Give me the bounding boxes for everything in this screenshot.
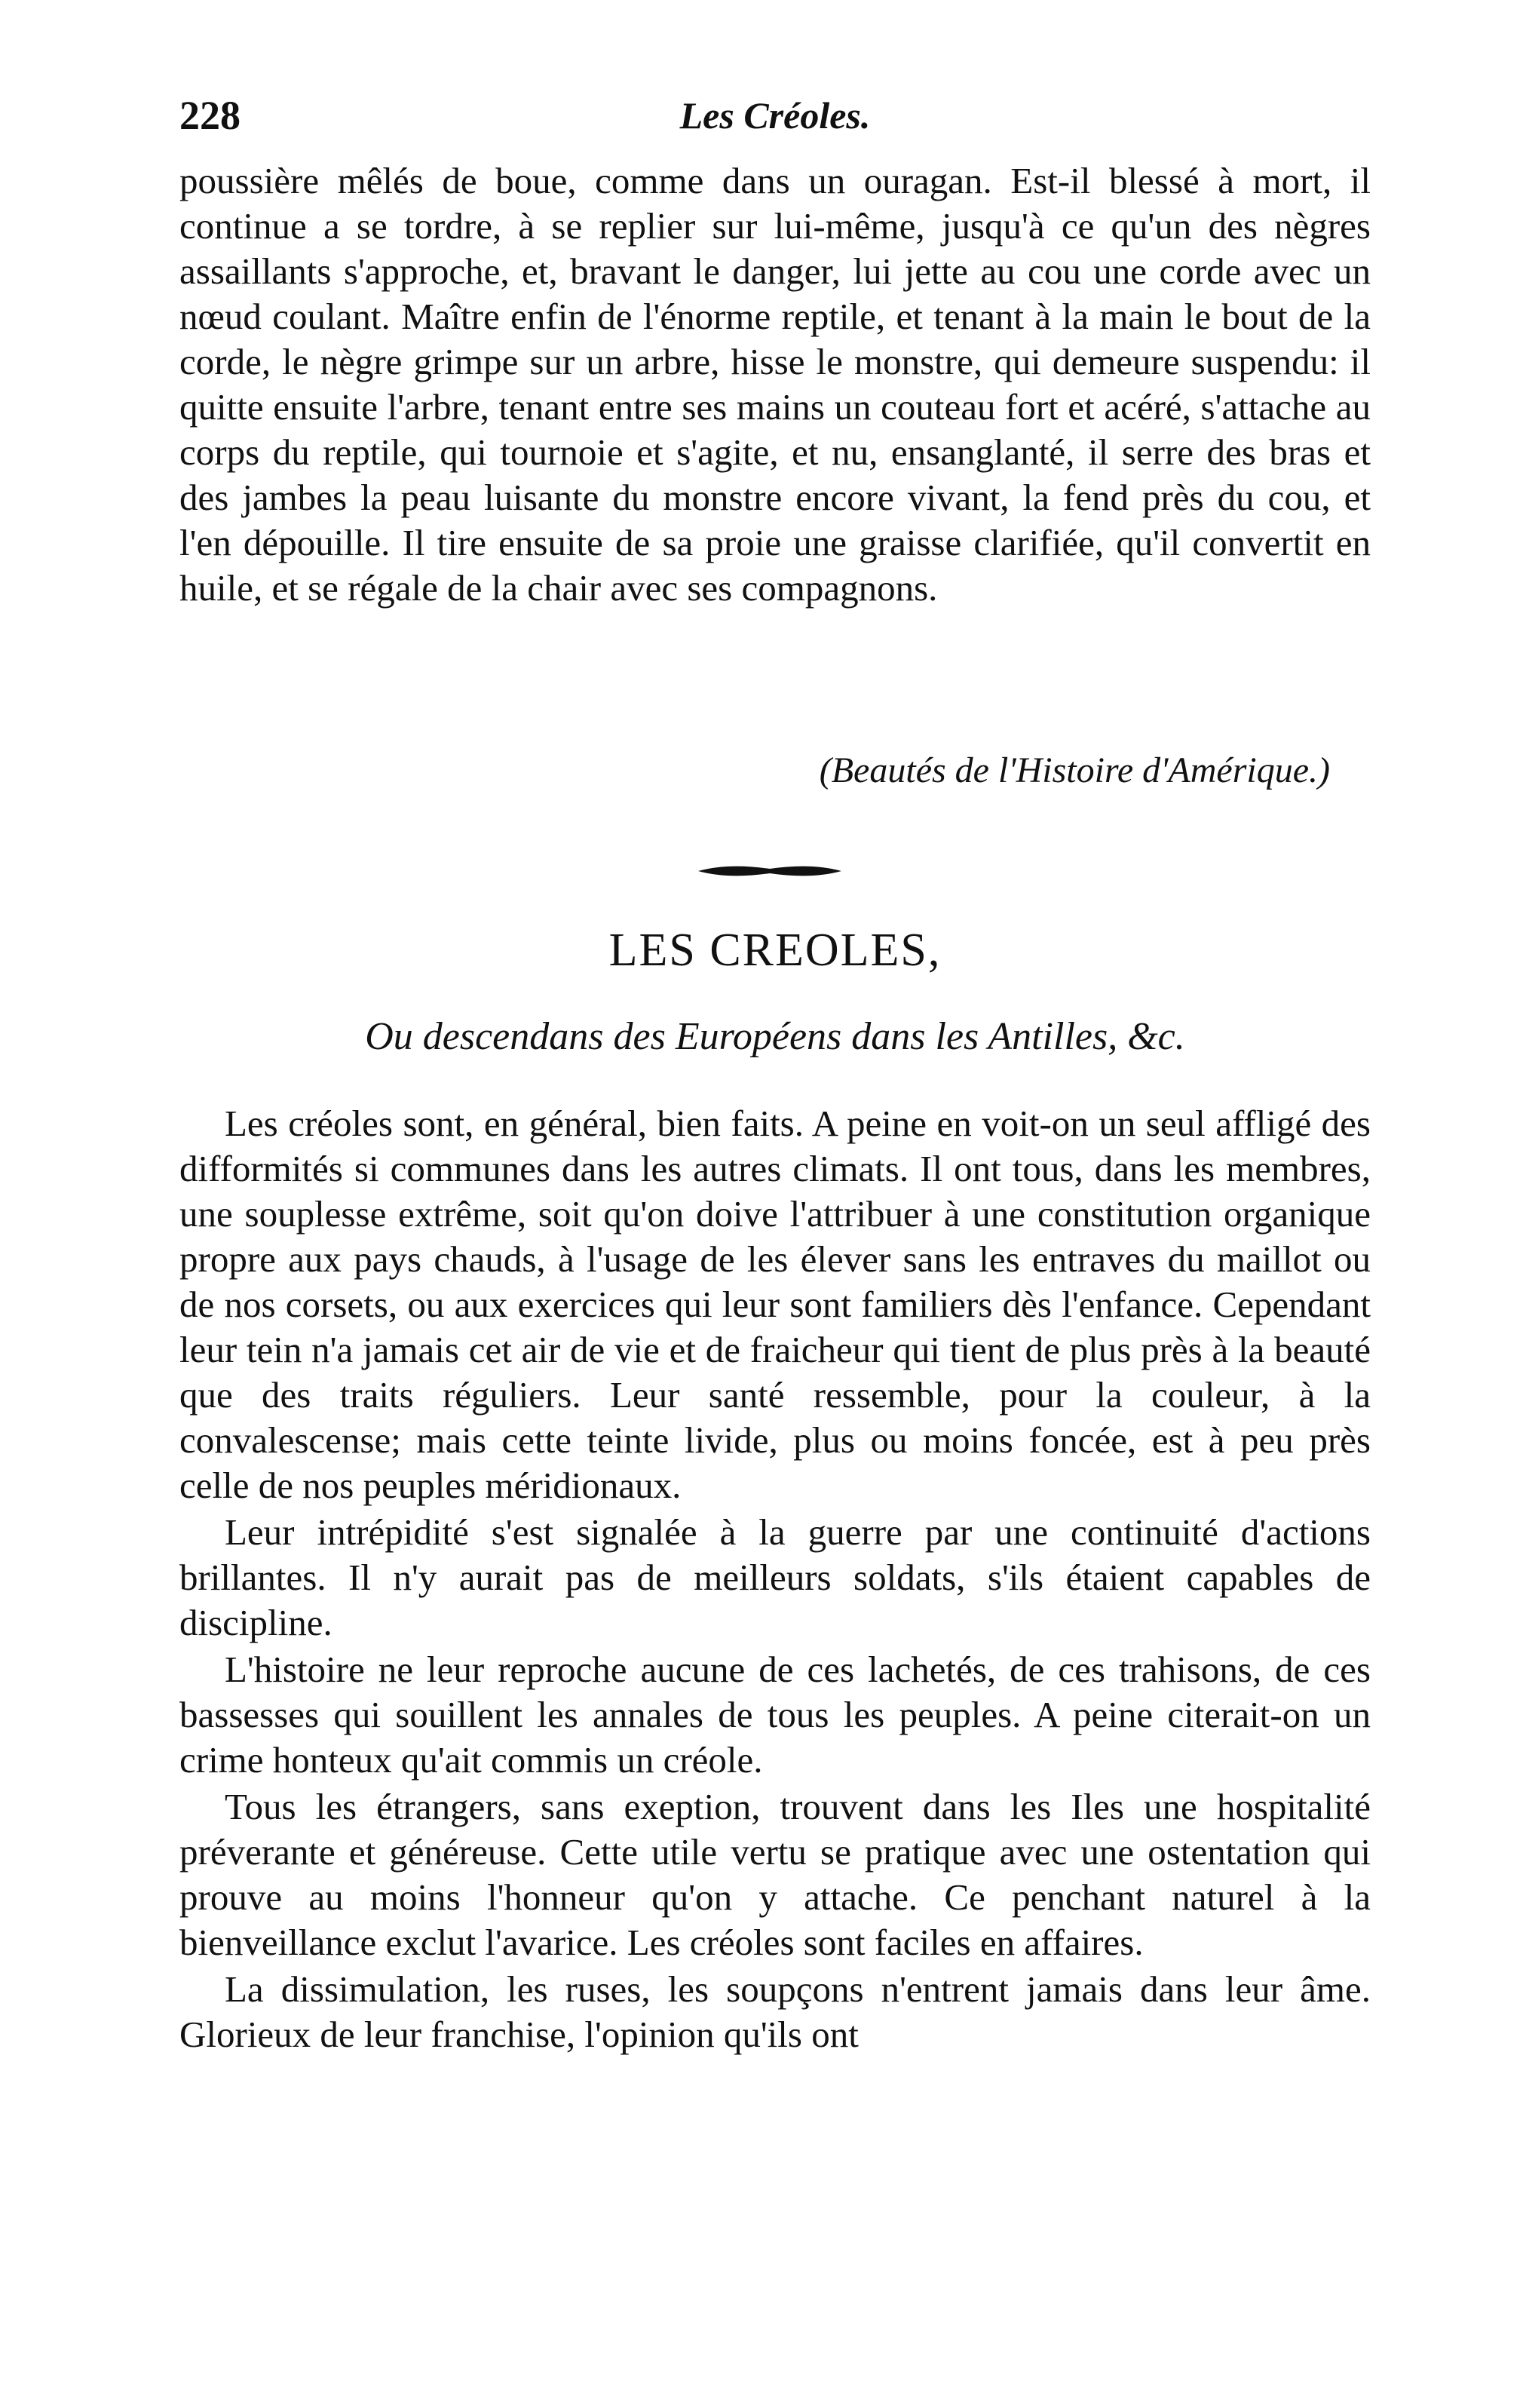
page-number: 228 bbox=[179, 93, 241, 138]
body-paragraph: Les créoles sont, en général, bien faits. A peine en voit-on un seul affligé des difformités si communes dans les autres climats. Il ont tous, dans les membres, une souplesse extrême, soit qu'on doive l'attribuer à une constitution organique propre aux pays chauds, à l'usage de les élever sans les entraves du maillot ou de nos corsets, ou aux exercices qui leur sont familiers dès l'enfance. Cependant leur tein n'a jamais cet air de vie et de fraicheur qui tient de plus près à la beauté que des traits réguliers. Leur santé ressemble, pour la couleur, à la convalescense; mais cette teinte livide, plus ou moins foncée, est à peu près celle de nos peuples méridionaux. bbox=[179, 1103, 1371, 1506]
continued-text: poussière mêlés de boue, comme dans un ouragan. Est-il blessé à mort, il continue a se tordre, à se replier sur lui-même, jusqu'à ce qu'un des nègres assaillants s'approche, et, bravant le danger, lui jette au cou une corde avec un nœud coulant. Maître enfin de l'énorme reptile, et tenant à la main le bout de la corde, le nègre grimpe sur un arbre, hisse le monstre, qui demeure suspendu: il quitte ensuite l'arbre, tenant entre ses mains un couteau fort et acéré, s'attache au corps du reptile, qui tournoie et s'agite, et nu, ensanglanté, il serre des bras et des jambes la peau luisante du monstre encore vivant, la fend près du cou, et l'en dépouille. Il tire ensuite de sa proie une graisse clarifiée, qu'il convertit en huile, et se régale de la chair avec ses compagnons. bbox=[179, 160, 1371, 609]
body-paragraph: Tous les étrangers, sans exeption, trouvent dans les Iles une hospitalité préverante et généreuse. Cette utile vertu se pratique avec une ostentation qui prouve au moins l'honneur qu'on y attache. Ce penchant naturel à la bienveillance exclut l'avarice. Les créoles sont faciles en affaires. bbox=[179, 1786, 1371, 1963]
source-citation: (Beautés de l'Histoire d'Amérique.) bbox=[819, 750, 1330, 790]
section-subtitle: Ou descendans des Européens dans les Antilles, &c. bbox=[365, 1015, 1185, 1058]
body-paragraph: Leur intrépidité s'est signalée à la guerre par une continuité d'actions brillantes. Il n'y aurait pas de meilleurs soldats, s'ils étaient capables de discipline. bbox=[179, 1511, 1371, 1643]
body-paragraph: L'histoire ne leur reproche aucune de ces lachetés, de ces trahisons, de ces bassesses qui souillent les annales de tous les peuples. A peine citerait-on un crime honteux qu'ait commis un créole. bbox=[179, 1649, 1371, 1781]
divider-ornament bbox=[698, 861, 841, 881]
section-body bbox=[179, 1101, 1371, 2059]
running-title: Les Créoles. bbox=[679, 94, 871, 137]
body-paragraph: La dissimulation, les ruses, les soupçons n'entrent jamais dans leur âme. Glorieux de leur franchise, l'opinion qu'ils ont bbox=[179, 1968, 1371, 2055]
continued-paragraph bbox=[179, 158, 1371, 611]
section-title: LES CREOLES, bbox=[608, 925, 942, 976]
page-header bbox=[179, 89, 1371, 142]
